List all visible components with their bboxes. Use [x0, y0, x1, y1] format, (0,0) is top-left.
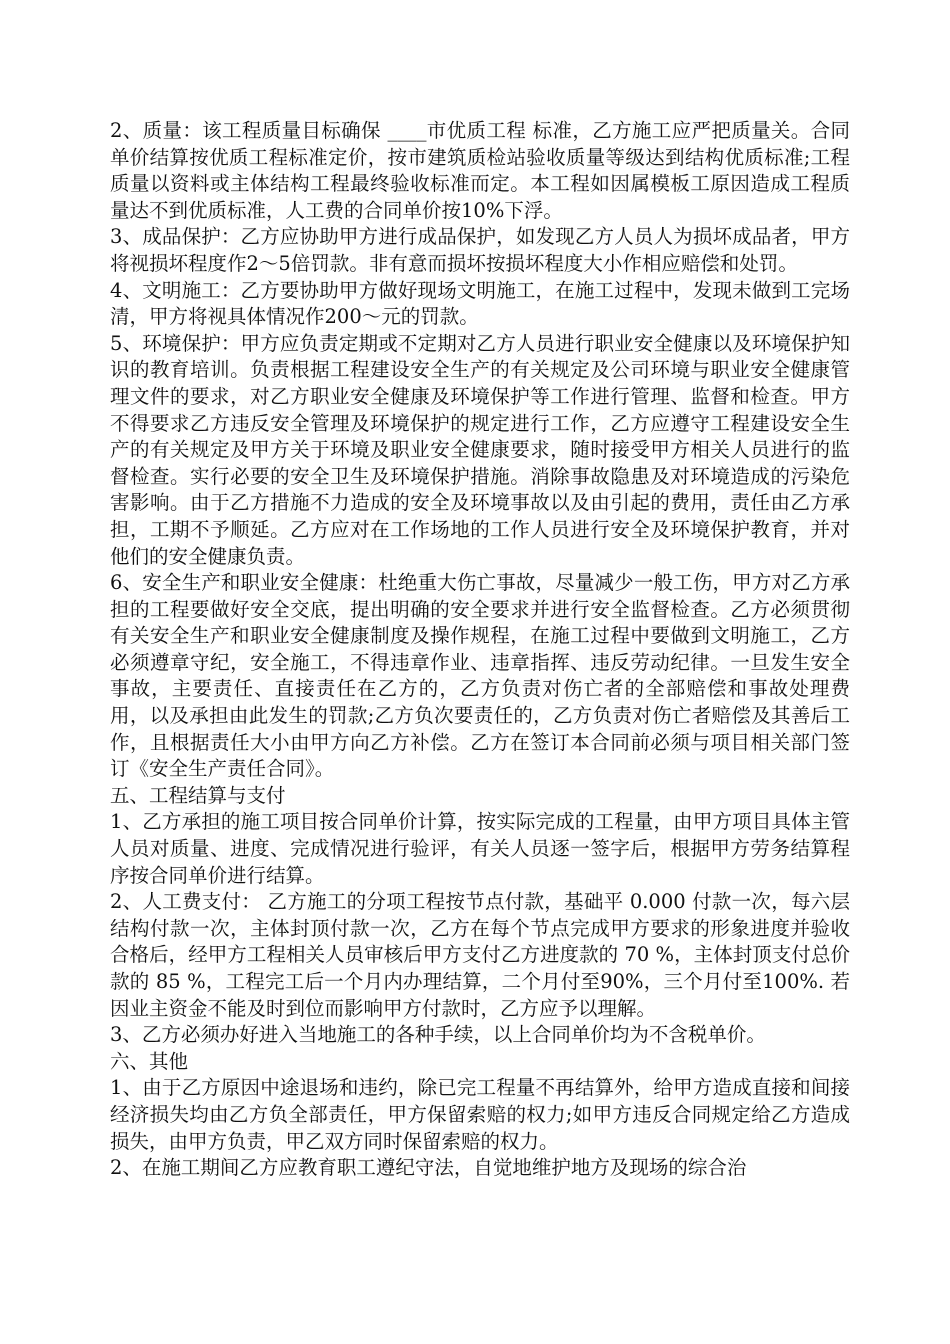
clause-product-protection: 3、成品保护：乙方应协助甲方进行成品保护，如发现乙方人员人为损坏成品者，甲方将视损坏程度作2～5倍罚款。非有意而损坏按损坏程度大小作相应赔偿和处罚。 [110, 225, 850, 275]
clause-civilized-construction: 4、文明施工：乙方要协助甲方做好现场文明施工，在施工过程中，发现未做到工完场清，甲方将视具体情况作200～元的罚款。 [110, 278, 850, 329]
section-heading-other: 六、其他 [110, 1049, 189, 1073]
clause-worker-conduct: 2、在施工期间乙方应教育职工遵纪守法，自觉地维护地方及现场的综合治 [110, 1156, 747, 1180]
clause-environmental-protection: 5、环境保护：甲方应负责定期或不定期对乙方人员进行职业安全健康以及环境保护知识的教育培训。负责根据工程建设安全生产的有关规定及公司环境与职业安全健康管理文件的要求，对乙方职业安全健康及环境保护等工作进行管理、监督和检查。甲方不得要求乙方违反安全管理及环境保护的规定进行工作，乙方应遵守工程建设安全生产的有关规定及甲方关于环境及职业安全健康要求，随时接受甲方相关人员进行的监督检查。实行必要的安全卫生及环境保护措施。消除事故隐患及对环境造成的污染危害影响。由于乙方措施不力造成的安全及环境事故以及由引起的费用，责任由乙方承担，工期不予顺延。乙方应对在工作场地的工作人员进行安全及环境保护教育，并对他们的安全健康负责。 [110, 331, 850, 568]
clause-breach-liability: 1、由于乙方原因中途退场和违约，除已完工程量不再结算外，给甲方造成直接和间接经济损失均由乙方负全部责任，甲方保留索赔的权力;如甲方违反合同规定给乙方造成损失，由甲方负责，甲乙双方同时保留索赔的权力。 [110, 1076, 850, 1153]
clause-settlement-calculation: 1、乙方承担的施工项目按合同单价计算，按实际完成的工程量，由甲方项目具体主管人员对质量、进度、完成情况进行验评，有关人员逐一签字后，根据甲方劳务结算程序按合同单价进行结算。 [110, 810, 850, 887]
section-heading-settlement: 五、工程结算与支付 [110, 783, 286, 807]
clause-labor-payment: 2、人工费支付： 乙方施工的分项工程按节点付款，基础平 0.000 付款一次，每六层结构付款一次，主体封顶付款一次，乙方在每个节点完成甲方要求的形象进度并验收合格后，经甲方工程相关人员审核后甲方支付乙方进度款的 70 %，主体封顶支付总价款的 85 %，工程完工后一个月内办理结算，二个月付至90%，三个月付至100%. 若因业主资金不能及时到位而影响甲方付款时，乙方应予以理解。 [110, 890, 850, 1020]
clause-safety-production: 6、安全生产和职业安全健康：杜绝重大伤亡事故，尽量减少一般工伤，甲方对乙方承担的工程要做好安全交底，提出明确的安全要求并进行安全监督检查。乙方必须贯彻有关安全生产和职业安全健康制度及操作规程，在施工过程中要做到文明施工，乙方必须遵章守纪，安全施工，不得违章作业、违章指挥、违反劳动纪律。一旦发生安全事故，主要责任、直接责任在乙方的，乙方负责对伤亡者的全部赔偿和事故处理费用，以及承担由此发生的罚款;乙方负次要责任的，乙方负责对伤亡者赔偿及其善后工作，且根据责任大小由甲方向乙方补偿。乙方在签订本合同前必须与项目相关部门签订《安全生产责任合同》。 [110, 571, 850, 781]
clause-quality: 2、质量：该工程质量目标确保 ____市优质工程 标准，乙方施工应严把质量关。合同单价结算按优质工程标准定价，按市建筑质检站验收质量等级达到结构优质标准;工程质量以资料或主体结构工程最终验收标准而定。本工程如因属模板工原因造成工程质量达不到优质标准，人工费的合同单价按10%下浮。 [110, 119, 850, 222]
document-page [110, 118, 850, 1182]
clause-local-procedures: 3、乙方必须办好进入当地施工的各种手续，以上合同单价均为不含税单价。 [110, 1023, 766, 1047]
